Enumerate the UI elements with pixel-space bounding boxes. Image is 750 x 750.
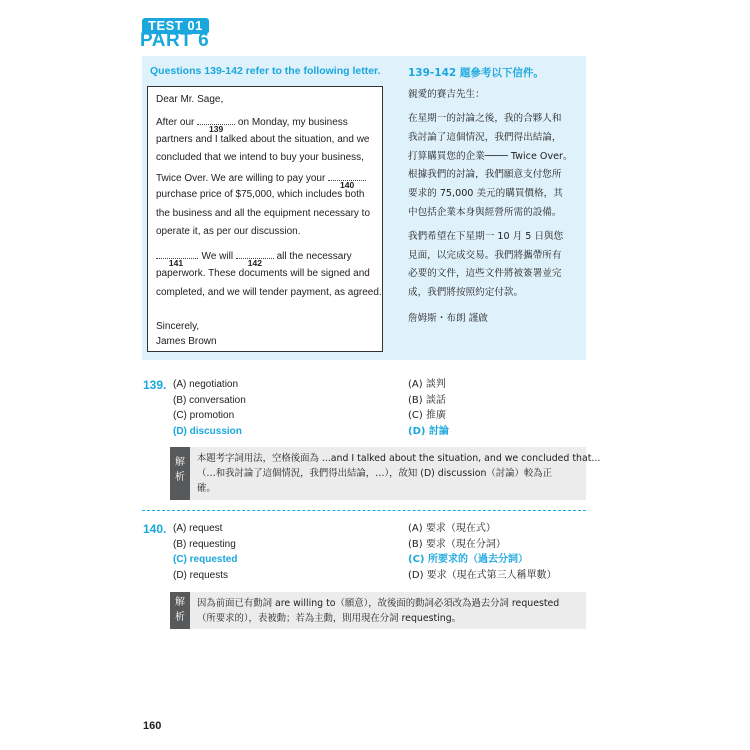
explanation-line: 因為前面已有動詞 are willing to（願意），故後面的動詞必須改為過去分詞 requested xyxy=(197,598,560,609)
blank-139[interactable] xyxy=(197,114,235,134)
question-number: 139. xyxy=(143,378,167,392)
letter-line: concluded that we intend to buy your business, xyxy=(156,152,364,163)
letter-line xyxy=(156,248,352,268)
translation-salutation: 親愛的賽吉先生： xyxy=(408,89,485,100)
translation-line: 必要的文件，這些文件將被簽署並完 xyxy=(408,268,562,279)
option-d-zh: (D) 要求（現在式第三人稱單數） xyxy=(408,570,557,581)
blank-142[interactable] xyxy=(236,248,274,268)
blank-number: 142 xyxy=(247,258,262,268)
letter-text: Twice Over. We are willing to pay your xyxy=(156,173,326,184)
option-b[interactable]: (B) conversation xyxy=(173,395,246,406)
letter-line: paperwork. These documents will be signed and xyxy=(156,268,370,279)
translation-line: 成，我們將按照約定付款。 xyxy=(408,287,524,298)
option-c-zh-correct: (C) 所要求的（過去分詞） xyxy=(408,554,528,565)
translation-line: 打算購買您的企業──── Twice Over。 xyxy=(408,151,573,162)
blank-number: 141 xyxy=(168,258,184,268)
letter-line: completed, and we will tender payment, as agreed. xyxy=(156,287,382,298)
option-a[interactable]: (A) request xyxy=(173,523,223,534)
letter-salutation: Dear Mr. Sage, xyxy=(156,94,224,105)
option-c-zh: (C) 推廣 xyxy=(408,410,446,421)
explanation-line: 本題考字詞用法，空格後面為 ...and I talked about the situation, and we concluded that... xyxy=(197,453,601,464)
letter-line xyxy=(156,114,348,134)
test-badge: TEST 01 xyxy=(142,18,209,34)
translation-line: 根據我們的討論，我們願意支付您所 xyxy=(408,169,562,180)
letter-line: purchase price of $75,000, which includes both xyxy=(156,189,365,200)
translation-line: 見面，以完成交易。我們將攜帶所有 xyxy=(408,250,562,261)
explanation-tag-char: 析 xyxy=(175,472,185,483)
letter-text: on Monday, my business xyxy=(237,117,348,128)
option-b[interactable]: (B) requesting xyxy=(173,539,236,550)
option-d-correct[interactable]: (D) discussion xyxy=(173,426,242,437)
option-b-zh: (B) 談話 xyxy=(408,395,446,406)
explanation-tag xyxy=(170,447,190,500)
translation-line: 要求的 75,000 美元的購買價格，其 xyxy=(408,188,563,199)
explanation-tag-char: 解 xyxy=(175,457,185,468)
translation-signature: 詹姆斯・布朗 謹啟 xyxy=(408,313,488,324)
blank-number: 139 xyxy=(209,124,224,134)
explanation-tag-char: 解 xyxy=(175,597,185,608)
explanation-line: 確。 xyxy=(197,483,216,494)
part-title: PART 6 xyxy=(140,30,210,51)
option-d-zh-correct: (D) 討論 xyxy=(408,426,449,437)
explanation-tag-char: 析 xyxy=(175,612,185,623)
explanation-tag xyxy=(170,592,190,629)
blank-number: 140 xyxy=(340,180,355,190)
translation-line: 中包括企業本身與經營所需的設備。 xyxy=(408,207,562,218)
translation-line: 在星期一的討論之後，我的合夥人和 xyxy=(408,113,562,124)
blank-141[interactable] xyxy=(156,248,196,268)
option-c[interactable]: (C) promotion xyxy=(173,410,235,421)
page-number: 160 xyxy=(143,720,162,732)
letter-line: partners and I talked about the situation, and we xyxy=(156,134,370,145)
translation-line: 我討論了這個情況，我們得出結論， xyxy=(408,132,562,143)
option-a[interactable]: (A) negotiation xyxy=(173,379,239,390)
passage-heading-zh: 139-142 題參考以下信件。 xyxy=(408,67,544,79)
letter-text: . We will xyxy=(196,251,234,262)
letter-line: the business and all the equipment necessary to xyxy=(156,208,371,219)
option-a-zh: (A) 談判 xyxy=(408,379,446,390)
translation-line: 我們希望在下星期一 10 月 5 日與您 xyxy=(408,231,564,242)
letter-line xyxy=(156,170,366,190)
blank-140[interactable] xyxy=(328,170,366,190)
option-d[interactable]: (D) requests xyxy=(173,570,229,581)
question-number: 140. xyxy=(143,522,167,536)
explanation-line: （…和我討論了這個情況，我們得出結論，…），故知 (D) discussion（討論）較為正 xyxy=(197,468,553,479)
section-divider xyxy=(142,510,586,511)
letter-text: all the necessary xyxy=(276,251,352,262)
letter-closing: Sincerely, xyxy=(156,321,200,332)
letter-signature: James Brown xyxy=(156,336,217,347)
letter-text: After our xyxy=(156,117,195,128)
explanation-line: （所要求的），表被動；若為主動，則用現在分詞 requesting。 xyxy=(197,613,462,624)
option-a-zh: (A) 要求（現在式） xyxy=(408,523,496,534)
letter-line: operate it, as per our discussion. xyxy=(156,226,301,237)
option-c-correct[interactable]: (C) requested xyxy=(173,554,238,565)
passage-heading-en: Questions 139-142 refer to the following letter. xyxy=(150,65,381,77)
option-b-zh: (B) 要求（現在分詞） xyxy=(408,539,506,550)
